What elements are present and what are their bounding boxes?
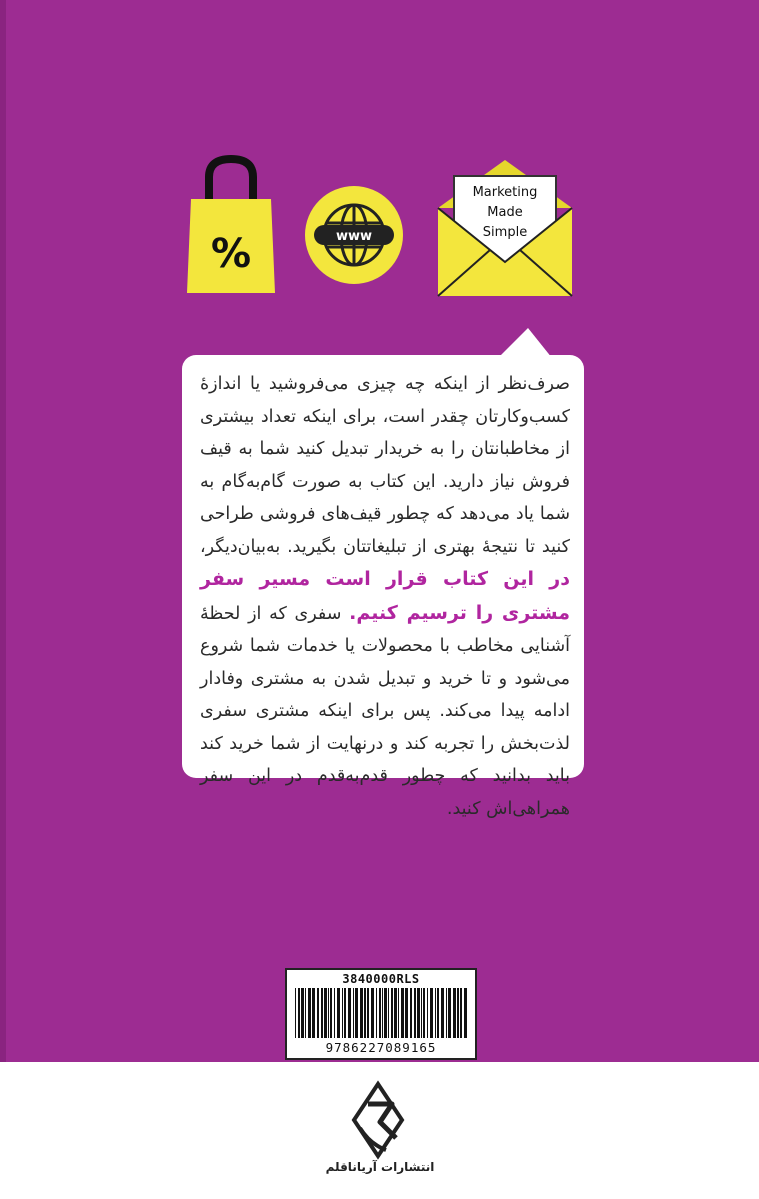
barcode-bar <box>441 988 444 1038</box>
bubble-tail-right <box>528 328 552 358</box>
barcode-bar <box>388 988 389 1038</box>
barcode-bar <box>423 988 425 1038</box>
barcode-bar <box>298 988 300 1038</box>
blurb-text <box>200 368 570 825</box>
barcode-bar <box>427 988 428 1038</box>
barcode-bar <box>360 988 363 1038</box>
barcode-bar <box>317 988 319 1038</box>
barcode-bar <box>464 988 467 1038</box>
barcode-bar <box>348 988 351 1038</box>
barcode-bar <box>312 988 315 1038</box>
barcode-bar <box>330 988 332 1038</box>
barcode-bar <box>398 988 399 1038</box>
barcode-bar <box>417 988 420 1038</box>
barcode-bar <box>342 988 343 1038</box>
barcode-bar <box>301 988 304 1038</box>
publisher-name: انتشارات آریاناقلم <box>325 1160 435 1174</box>
barcode-bar <box>367 988 369 1038</box>
barcode-bar <box>337 988 340 1038</box>
globe-label: www <box>335 229 373 244</box>
shopping-bag-percent-icon <box>185 155 277 295</box>
barcode-bar <box>295 988 296 1038</box>
barcode-bar <box>364 988 366 1038</box>
barcode-label <box>285 968 477 1060</box>
barcode-bar <box>382 988 383 1038</box>
barcode-bar <box>379 988 381 1038</box>
barcode-bar <box>430 988 433 1038</box>
barcode-bar <box>321 988 323 1038</box>
barcode-bar <box>405 988 408 1038</box>
barcode-bar <box>305 988 306 1038</box>
barcode-bar <box>460 988 462 1038</box>
publisher-logo-icon <box>340 1080 416 1160</box>
envelope-icon <box>434 158 576 298</box>
blurb-highlight: در این کتاب قرار است مسیر سفر مشتری را ترسیم کنیم. <box>200 568 571 624</box>
barcode-bar <box>355 988 358 1038</box>
barcode-bar <box>414 988 416 1038</box>
barcode-bar <box>344 988 346 1038</box>
barcode-bar <box>328 988 329 1038</box>
barcode-bar <box>446 988 447 1038</box>
barcode-bar <box>410 988 412 1038</box>
barcode-bar <box>453 988 456 1038</box>
barcode-bar <box>421 988 422 1038</box>
barcode-bar <box>384 988 387 1038</box>
bag-symbol: % <box>210 231 252 277</box>
blurb-rest: سفری که از لحظهٔ آشنایی مخاطب با محصولات یا خدمات شما شروع می‌شود و تا خرید و تبدیل شدن به مشتری وفادار ادامه پیدا می‌کند. پس برای اینکه مشتری سفری لذت‌بخش را تجربه کند و درنهایت از شما خرید کند باید بدانید که چطور قدم‌به‌قدم در این سفر همراهی‌اش کنید. <box>200 603 570 819</box>
bubble-tail <box>498 328 528 358</box>
barcode-bar <box>391 988 393 1038</box>
barcode-bar <box>437 988 439 1038</box>
envelope-card-line-3: Simple <box>482 225 528 240</box>
isbn-number: 9786227089165 <box>325 1040 437 1055</box>
barcode-bar <box>334 988 335 1038</box>
barcode <box>295 988 467 1038</box>
barcode-bar <box>376 988 377 1038</box>
spine-edge <box>0 0 6 1062</box>
barcode-bar <box>308 988 311 1038</box>
blurb-lead: به‌بیان‌دیگر، <box>200 536 281 557</box>
price-text: 3840000RLS <box>342 972 420 986</box>
envelope-card-line-1: Marketing <box>472 185 538 200</box>
blurb-paragraph-1: صرف‌نظر از اینکه چه چیزی می‌فروشید یا اندازهٔ کسب‌وکارتان چقدر است، برای اینکه تعداد بیشتری از مخاطبانتان را به خریدار تبدیل کنید شما به قیف فروش نیاز دارید. این کتاب به صورت گام‌به‌گام به شما یاد می‌دهد که چطور قیف‌های فروشی طراحی کنید تا نتیجهٔ بهتری از تبلیغاتتان بگیرید. <box>200 374 570 557</box>
barcode-bar <box>401 988 404 1038</box>
barcode-bar <box>353 988 354 1038</box>
barcode-bar <box>448 988 451 1038</box>
barcode-bar <box>371 988 374 1038</box>
barcode-bar <box>457 988 459 1038</box>
barcode-bar <box>324 988 327 1038</box>
globe-www-icon <box>304 185 404 285</box>
barcode-bar <box>394 988 397 1038</box>
envelope-card-line-2: Made <box>487 205 523 220</box>
barcode-bar <box>435 988 436 1038</box>
